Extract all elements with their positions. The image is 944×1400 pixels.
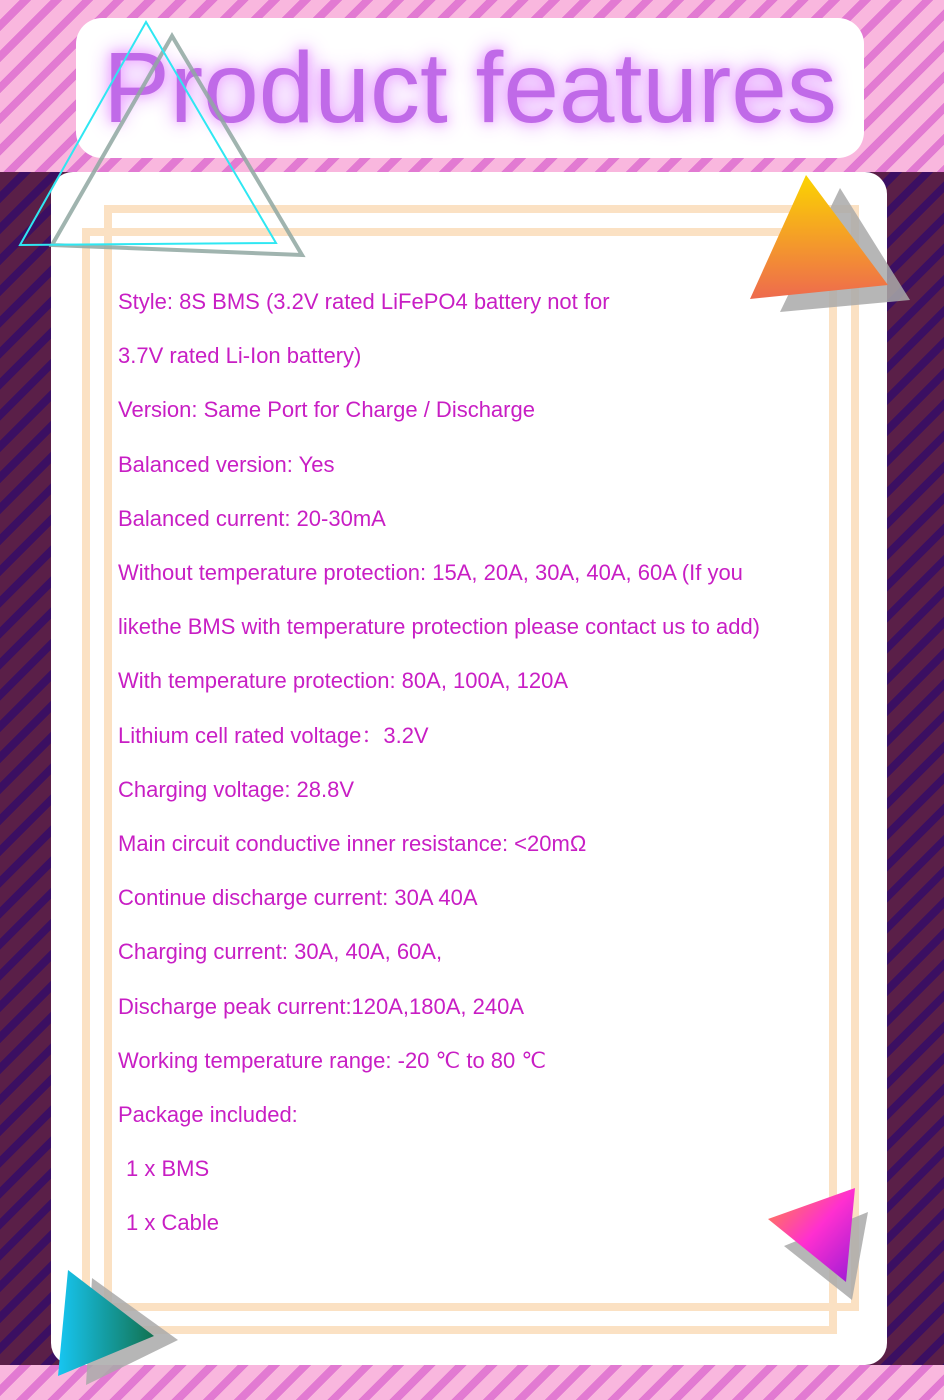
page-title: Product features xyxy=(103,32,837,144)
feature-style-cont: 3.7V rated Li-Ion battery) xyxy=(118,343,362,369)
feature-temp-protection: With temperature protection: 80A, 100A, 120A xyxy=(118,668,569,694)
feature-package-cable: 1 x Cable xyxy=(126,1210,219,1236)
feature-working-temp: Working temperature range: -20 ℃ to 80 ℃ xyxy=(118,1047,547,1073)
feature-package-heading: Package included: xyxy=(118,1102,298,1128)
background-stripes-bottom xyxy=(0,1365,944,1400)
feature-balanced-current: Balanced current: 20-30mA xyxy=(118,505,386,531)
feature-style: Style: 8S BMS (3.2V rated LiFePO4 battery not for xyxy=(118,289,610,314)
feature-inner-resistance: Main circuit conductive inner resistance: <20mΩ xyxy=(118,831,587,857)
feature-balanced-version: Balanced version: Yes xyxy=(118,451,335,477)
feature-discharge-peak: Discharge peak current:120A,180A, 240A xyxy=(118,993,525,1019)
feature-no-temp-protection-cont: likethe BMS with temperature protection please contact us to add) xyxy=(118,614,761,640)
feature-continue-discharge: Continue discharge current: 30A 40A xyxy=(118,885,478,911)
feature-cell-voltage: Lithium cell rated voltage：3.2V xyxy=(118,722,429,748)
feature-list xyxy=(118,275,838,1251)
feature-package-bms: 1 x BMS xyxy=(126,1156,210,1182)
feature-charging-voltage: Charging voltage: 28.8V xyxy=(118,776,355,802)
feature-no-temp-protection: Without temperature protection: 15A, 20A, 30A, 40A, 60A (If you xyxy=(118,560,743,586)
feature-charging-current: Charging current: 30A, 40A, 60A, xyxy=(118,939,443,965)
feature-version: Version: Same Port for Charge / Discharge xyxy=(118,397,535,423)
